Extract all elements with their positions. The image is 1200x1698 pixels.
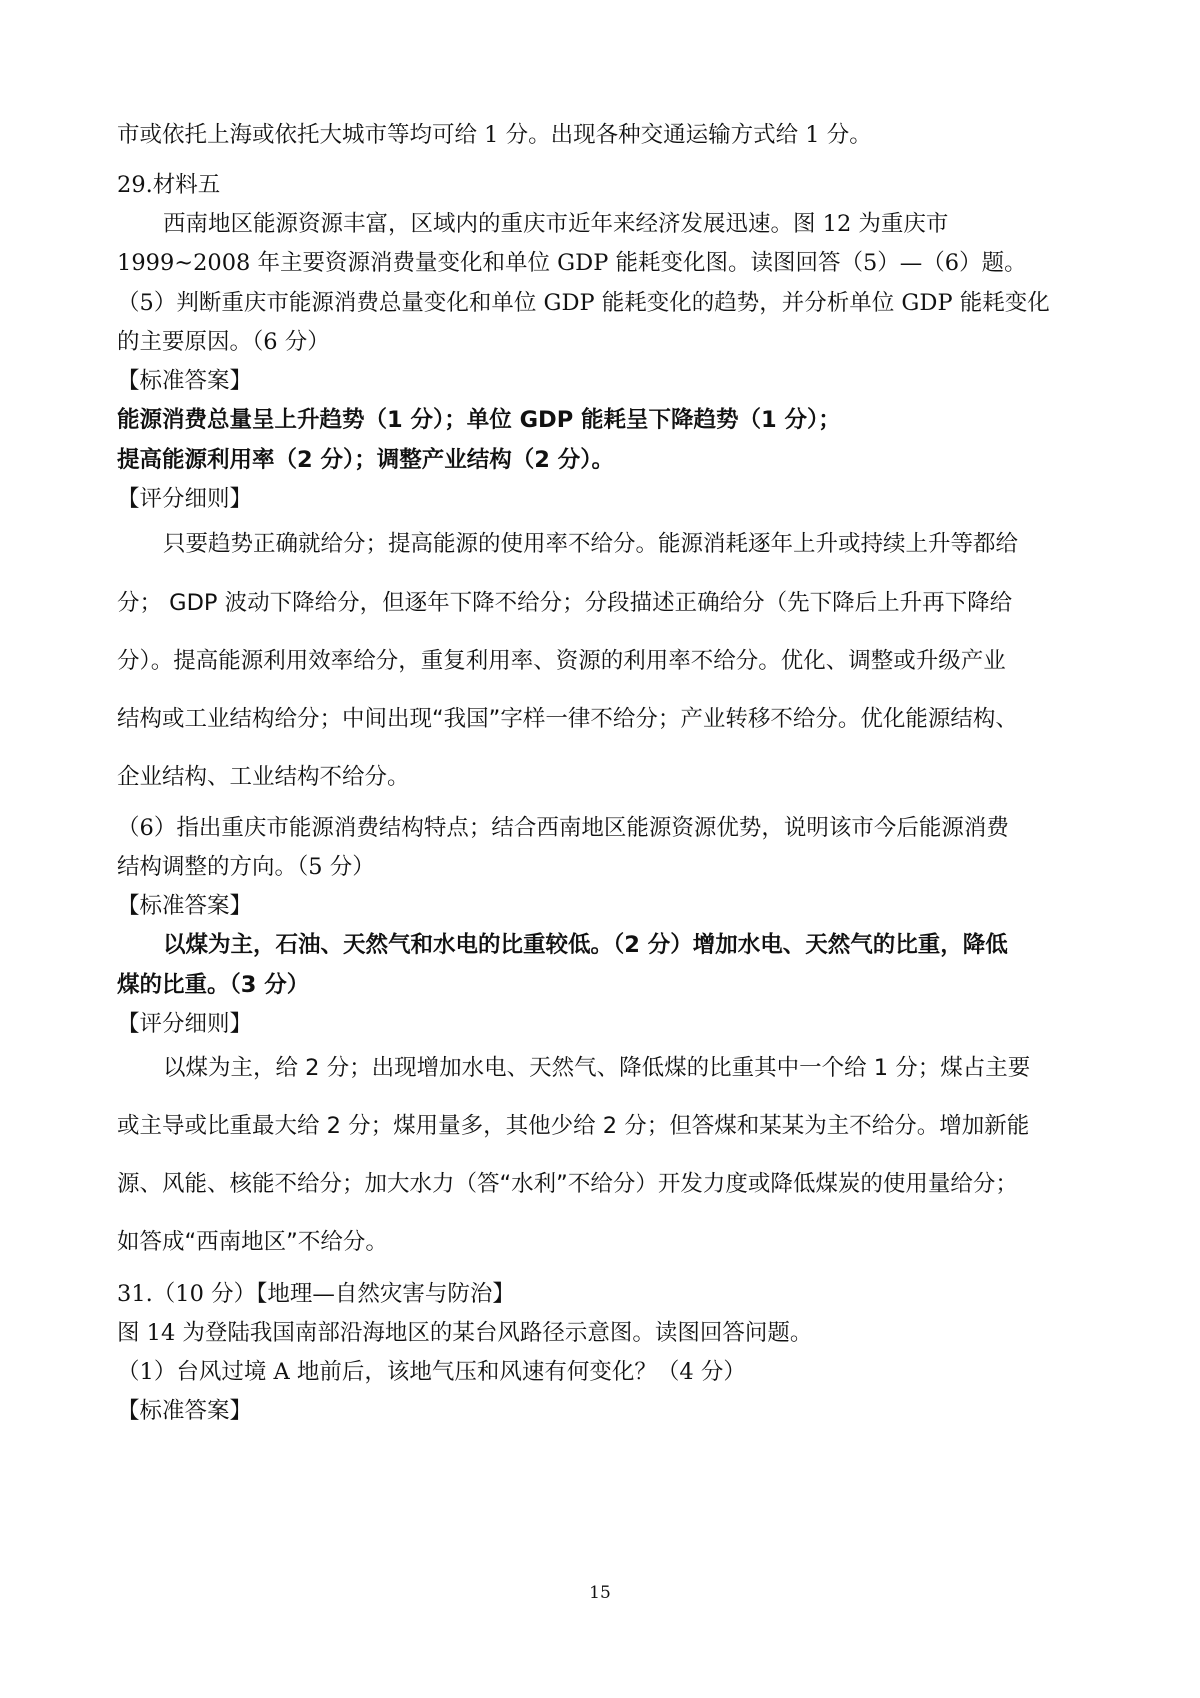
question-number: 31.（10 分）【地理—自然灾害与防治】: [117, 1281, 515, 1307]
text-line: 结构调整的方向。（5 分）: [117, 854, 375, 880]
section-heading: 【评分细则】: [117, 1011, 253, 1037]
text-line: 的主要原因。（6 分）: [117, 329, 330, 355]
rubric-line: 如答成“西南地区”不给分。: [117, 1229, 388, 1255]
page-number: 15: [589, 1583, 611, 1603]
rubric-line: 源、风能、核能不给分；加大水力（答“水利”不给分）开发力度或降低煤炭的使用量给分；: [117, 1171, 1018, 1197]
answer-line: 煤的比重。（3 分）: [117, 972, 310, 998]
rubric-line: 或主导或比重最大给 2 分；煤用量多，其他少给 2 分；但答煤和某某为主不给分。增加新能: [117, 1113, 1030, 1139]
rubric-line: 只要趋势正确就给分；提高能源的使用率不给分。能源消耗逐年上升或持续上升等都给: [163, 531, 1019, 557]
answer-line: 能源消费总量呈上升趋势（1 分）；单位 GDP 能耗呈下降趋势（1 分）；: [117, 407, 841, 433]
rubric-line: 分）。提高能源利用效率给分，重复利用率、资源的利用率不给分。优化、调整或升级产业: [117, 648, 1006, 674]
text-line: 1999~2008 年主要资源消费量变化和单位 GDP 能耗变化图。读图回答（5）—（6）题。: [117, 250, 1027, 276]
text-line: （5）判断重庆市能源消费总量变化和单位 GDP 能耗变化的趋势，并分析单位 GDP 能耗变化: [117, 290, 1050, 316]
text-line: （6）指出重庆市能源消费结构特点；结合西南地区能源资源优势，说明该市今后能源消费: [117, 815, 1009, 841]
rubric-line: 结构或工业结构给分；中间出现“我国”字样一律不给分；产业转移不给分。优化能源结构、: [117, 706, 1018, 732]
rubric-line: 企业结构、工业结构不给分。: [117, 764, 410, 790]
answer-line: 以煤为主，石油、天然气和水电的比重较低。（2 分）增加水电、天然气的比重，降低: [163, 932, 1008, 958]
answer-line: 提高能源利用率（2 分）；调整产业结构（2 分）。: [117, 447, 614, 473]
section-heading: 【标准答案】: [117, 368, 253, 394]
section-heading: 【标准答案】: [117, 893, 253, 919]
text-line: （1）台风过境 A 地前后，该地气压和风速有何变化？（4 分）: [117, 1359, 746, 1385]
rubric-line: 分； GDP 波动下降给分，但逐年下降不给分；分段描述正确给分（先下降后上升再下降给: [117, 590, 1013, 616]
text-line: 图 14 为登陆我国南部沿海地区的某台风路径示意图。读图回答问题。: [117, 1320, 813, 1346]
question-number: 29.材料五: [117, 172, 221, 198]
text-line: 市或依托上海或依托大城市等均可给 1 分。出现各种交通运输方式给 1 分。: [117, 122, 872, 148]
section-heading: 【标准答案】: [117, 1398, 253, 1424]
rubric-line: 以煤为主，给 2 分；出现增加水电、天然气、降低煤的比重其中一个给 1 分；煤占主要: [163, 1055, 1031, 1081]
text-line: 西南地区能源资源丰富，区域内的重庆市近年来经济发展迅速。图 12 为重庆市: [163, 211, 949, 237]
section-heading: 【评分细则】: [117, 486, 253, 512]
